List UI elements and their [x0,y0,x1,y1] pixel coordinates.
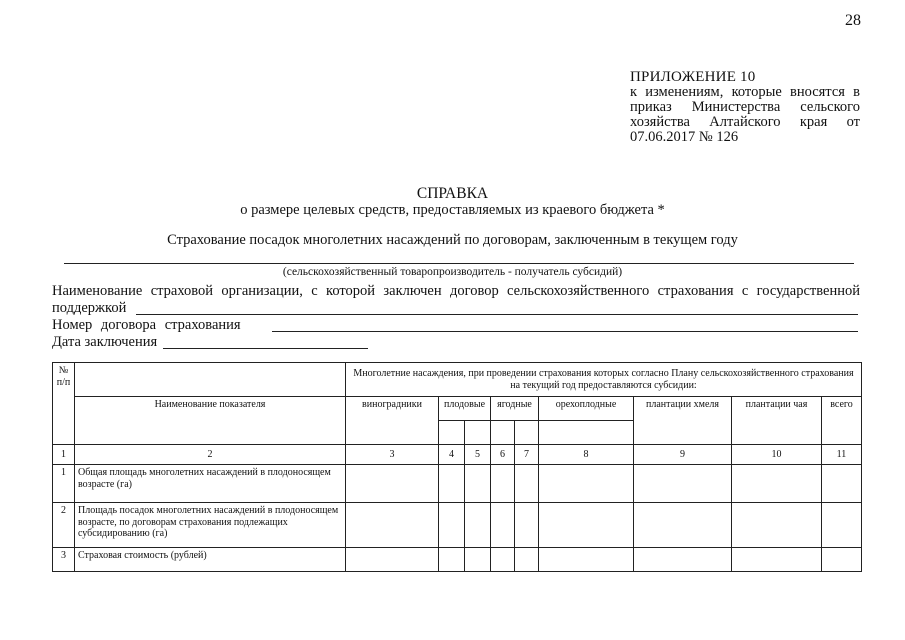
column-number: 1 [53,445,75,465]
header-col-nuts: орехоплодные [539,397,634,421]
value-cell[interactable] [439,548,465,572]
header-plantations-group: Многолетние насаждения, при проведении страхования которых согласно Плану сельскохозяйственного страхования на текущий год предоставляются субсидии: [346,363,862,397]
value-cell[interactable] [539,503,634,548]
value-cell[interactable] [515,548,539,572]
row-number: 3 [53,548,75,572]
value-cell[interactable] [732,465,822,503]
column-number: 9 [634,445,732,465]
value-cell[interactable] [491,548,515,572]
insurer-label: Наименование страховой организации, с которой заключен договор сельскохозяйственного страхования с государственной [52,283,860,299]
document-title: СПРАВКА [416,185,489,202]
header-sub-cell [465,421,491,445]
header-row-number: № п/п [53,363,75,445]
column-number: 4 [439,445,465,465]
appendix-line: хозяйства Алтайского края от [630,114,860,130]
document-subtitle: о размере целевых средств, предоставляемых из краевого бюджета * [240,202,665,218]
column-number: 10 [732,445,822,465]
producer-caption: (сельскохозяйственный товаропроизводитель - получатель субсидий) [282,266,623,278]
insurer-fill-line [136,314,858,315]
indicators-table [52,362,862,572]
header-indicator-name: Наименование показателя [75,397,346,445]
header-col-fruit: плодовые [439,397,491,421]
value-cell[interactable] [634,548,732,572]
column-number: 7 [515,445,539,465]
value-cell[interactable] [491,503,515,548]
value-cell[interactable] [634,465,732,503]
column-number: 5 [465,445,491,465]
value-cell[interactable] [515,465,539,503]
column-number: 11 [822,445,862,465]
insurer-label-continued: поддержкой [52,300,127,316]
column-number: 6 [491,445,515,465]
contract-date-label: Дата заключения [52,334,158,350]
value-cell[interactable] [634,503,732,548]
contract-fill-line [272,331,858,332]
value-cell[interactable] [539,548,634,572]
value-cell[interactable] [465,503,491,548]
value-cell[interactable] [491,465,515,503]
value-cell[interactable] [732,548,822,572]
column-number: 2 [75,445,346,465]
appendix-title: ПРИЛОЖЕНИЕ 10 [630,69,756,85]
header-col-tea: плантации чая [732,397,822,445]
document-subject: Страхование посадок многолетних насаждений по договорам, заключенным в текущем году [167,232,738,248]
value-cell[interactable] [346,465,439,503]
producer-fill-line [64,263,854,264]
appendix-line: к изменениям, которые вносятся в [630,84,860,100]
header-sub-cell [439,421,465,445]
header-sub-cell [491,421,515,445]
header-sub-cell [515,421,539,445]
header-col-vineyards: виноградники [346,397,439,445]
value-cell[interactable] [732,503,822,548]
header-col-hops: плантации хмеля [634,397,732,445]
contract-number-label: Номер договора страхования [52,317,241,333]
value-cell[interactable] [822,465,862,503]
table-row [53,503,862,548]
table-row [53,465,862,503]
row-indicator-name: Площадь посадок многолетних насаждений в плодоносящем возрасте, по договорам страхования подлежащих субсидированию (га) [75,503,346,548]
value-cell[interactable] [439,503,465,548]
value-cell[interactable] [539,465,634,503]
row-indicator-name: Страховая стоимость (рублей) [75,548,346,572]
value-cell[interactable] [822,503,862,548]
value-cell[interactable] [346,548,439,572]
date-fill-line [163,348,368,349]
appendix-block [630,70,860,145]
header-col-total: всего [822,397,862,445]
value-cell[interactable] [465,548,491,572]
table-row [53,548,862,572]
header-empty-cell [75,363,346,397]
value-cell[interactable] [822,548,862,572]
value-cell[interactable] [515,503,539,548]
column-number: 3 [346,445,439,465]
header-sub-cell [539,421,634,445]
appendix-line: приказ Министерства сельского [630,99,860,115]
row-number: 1 [53,465,75,503]
column-number: 8 [539,445,634,465]
appendix-line: 07.06.2017 № 126 [630,129,739,145]
row-number: 2 [53,503,75,548]
value-cell[interactable] [439,465,465,503]
header-col-berry: ягодные [491,397,539,421]
page-number: 28 [845,12,861,29]
row-indicator-name: Общая площадь многолетних насаждений в плодоносящем возрасте (га) [75,465,346,503]
value-cell[interactable] [346,503,439,548]
value-cell[interactable] [465,465,491,503]
